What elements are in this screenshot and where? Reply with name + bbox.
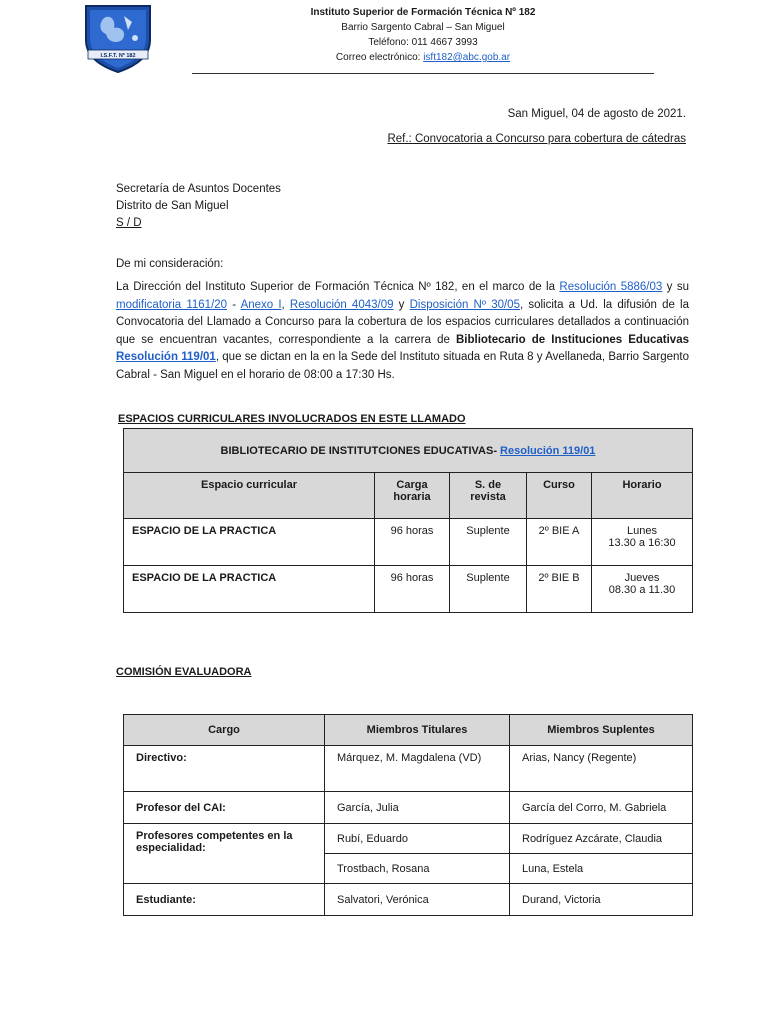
header-curso: Curso	[527, 473, 592, 519]
cell-titular: Salvatori, Verónica	[325, 884, 510, 916]
header-cargo: Cargo	[124, 715, 325, 746]
cell-suplente: Durand, Victoria	[510, 884, 693, 916]
table-title-row	[124, 429, 693, 473]
letterhead	[190, 5, 656, 65]
institute-name: Instituto Superior de Formación Técnica Nº 182	[310, 7, 536, 18]
addressee-line-1: Secretaría de Asuntos Docentes	[116, 183, 281, 195]
cell-espacio: ESPACIO DE LA PRACTICA	[124, 519, 375, 566]
career-name: Bibliotecario de Instituciones Educativas	[455, 333, 689, 346]
email-link[interactable]: isft182@abc.gob.ar	[423, 52, 511, 63]
table-header-row	[124, 473, 693, 519]
table-row	[124, 566, 693, 613]
header-carga: Carga horaria	[375, 473, 450, 519]
cell-horario	[592, 519, 693, 566]
body-text-5: y	[393, 298, 410, 311]
cell-espacio: ESPACIO DE LA PRACTICA	[124, 566, 375, 613]
committee-row	[124, 746, 693, 792]
reference-line: Ref.: Convocatoria a Concurso para cobertura de cátedras	[387, 133, 686, 145]
body-text-3: -	[227, 298, 241, 311]
cell-titular: Trostbach, Rosana	[325, 854, 510, 884]
table-title: BIBLIOTECARIO DE INSTITUTCIONES EDUCATIVAS-	[220, 444, 501, 457]
cell-suplente: Luna, Estela	[510, 854, 693, 884]
header-suplentes: Miembros Suplentes	[510, 715, 693, 746]
link-resolucion-5886[interactable]: Resolución 5886/03	[559, 281, 663, 293]
institute-email-line	[190, 50, 656, 65]
cell-curso: 2º BIE B	[527, 566, 592, 613]
link-resolucion-4043[interactable]: Resolución 4043/09	[289, 298, 394, 311]
section-title-espacios: ESPACIOS CURRICULARES INVOLUCRADOS EN ESTE LLAMADO	[118, 413, 466, 425]
table-title-link[interactable]: Resolución 119/01	[500, 444, 596, 457]
body-text-4: ,	[281, 298, 290, 311]
link-disposicion[interactable]: Disposición Nº 30/05	[409, 298, 520, 311]
header-espacio: Espacio curricular	[124, 473, 375, 519]
horario-dia: Jueves	[624, 572, 660, 584]
section-title-comision: COMISIÓN EVALUADORA	[116, 666, 252, 678]
cell-cargo: Directivo:	[124, 746, 325, 792]
cell-suplente: García del Corro, M. Gabriela	[510, 792, 693, 824]
header-horario: Horario	[592, 473, 693, 519]
cell-cargo: Profesores competentes en la especialidad:	[124, 824, 325, 884]
table-title-cell	[124, 429, 693, 473]
table-row	[124, 519, 693, 566]
body-paragraph	[116, 279, 689, 384]
cell-cargo: Estudiante:	[124, 884, 325, 916]
horario-hora: 13.30 a 16:30	[608, 537, 676, 549]
header-rule	[192, 73, 654, 74]
logo-text: I.S.F.T. Nº 182	[100, 53, 136, 59]
header-titulares: Miembros Titulares	[325, 715, 510, 746]
link-modificatoria[interactable]: modificatoria 1161/20	[116, 298, 228, 311]
addressee	[116, 181, 281, 232]
addressee-line-3: S / D	[116, 217, 142, 229]
horario-dia: Lunes	[627, 525, 657, 537]
greeting: De mi consideración:	[116, 258, 224, 270]
cell-curso: 2º BIE A	[527, 519, 592, 566]
cell-revista: Suplente	[450, 519, 527, 566]
cell-titular: Rubí, Eduardo	[325, 824, 510, 854]
body-text-2: y su	[662, 281, 689, 293]
cell-suplente: Rodríguez Azcárate, Claudia	[510, 824, 693, 854]
curricular-spaces-table	[123, 428, 693, 613]
evaluation-committee-table	[123, 714, 693, 916]
committee-row	[124, 792, 693, 824]
body-text-1: La Dirección del Instituto Superior de Formación Técnica Nº 182, en el marco de la	[116, 281, 560, 293]
link-resolucion-119[interactable]: Resolución 119/01	[116, 351, 216, 363]
cell-suplente: Arias, Nancy (Regente)	[510, 746, 693, 792]
committee-row	[124, 884, 693, 916]
cell-revista: Suplente	[450, 566, 527, 613]
cell-titular: Márquez, M. Magdalena (VD)	[325, 746, 510, 792]
cell-cargo: Profesor del CAI:	[124, 792, 325, 824]
cell-carga: 96 horas	[375, 519, 450, 566]
institute-logo	[80, 2, 156, 74]
email-label: Correo electrónico:	[335, 52, 424, 63]
committee-header-row	[124, 715, 693, 746]
link-anexo[interactable]: Anexo I	[240, 298, 282, 311]
date-line: San Miguel, 04 de agosto de 2021.	[507, 108, 686, 120]
institute-address: Barrio Sargento Cabral – San Miguel	[341, 22, 505, 33]
cell-carga: 96 horas	[375, 566, 450, 613]
header-revista: S. de revista	[450, 473, 527, 519]
horario-hora: 08.30 a 11.30	[608, 584, 676, 596]
addressee-line-2: Distrito de San Miguel	[116, 200, 229, 212]
cell-titular: García, Julia	[325, 792, 510, 824]
institute-phone: Teléfono: 011 4667 3993	[368, 37, 478, 48]
committee-row	[124, 824, 693, 854]
cell-horario	[592, 566, 693, 613]
body-text-7: , que se dictan en la en la Sede del Instituto situada en Ruta 8 y Avellaneda, Barrio Sargento Cabral - San Miguel en el horario de 08:00 a 17:30 Hs.	[116, 351, 690, 381]
body-text-6: , solicita a Ud. la difusión de la Convocatoria del Llamado a Concurso para la cobertura de los espacios curriculares detallados a continuación que se encuentran vacantes, correspondiente a la carrera de	[116, 298, 690, 346]
